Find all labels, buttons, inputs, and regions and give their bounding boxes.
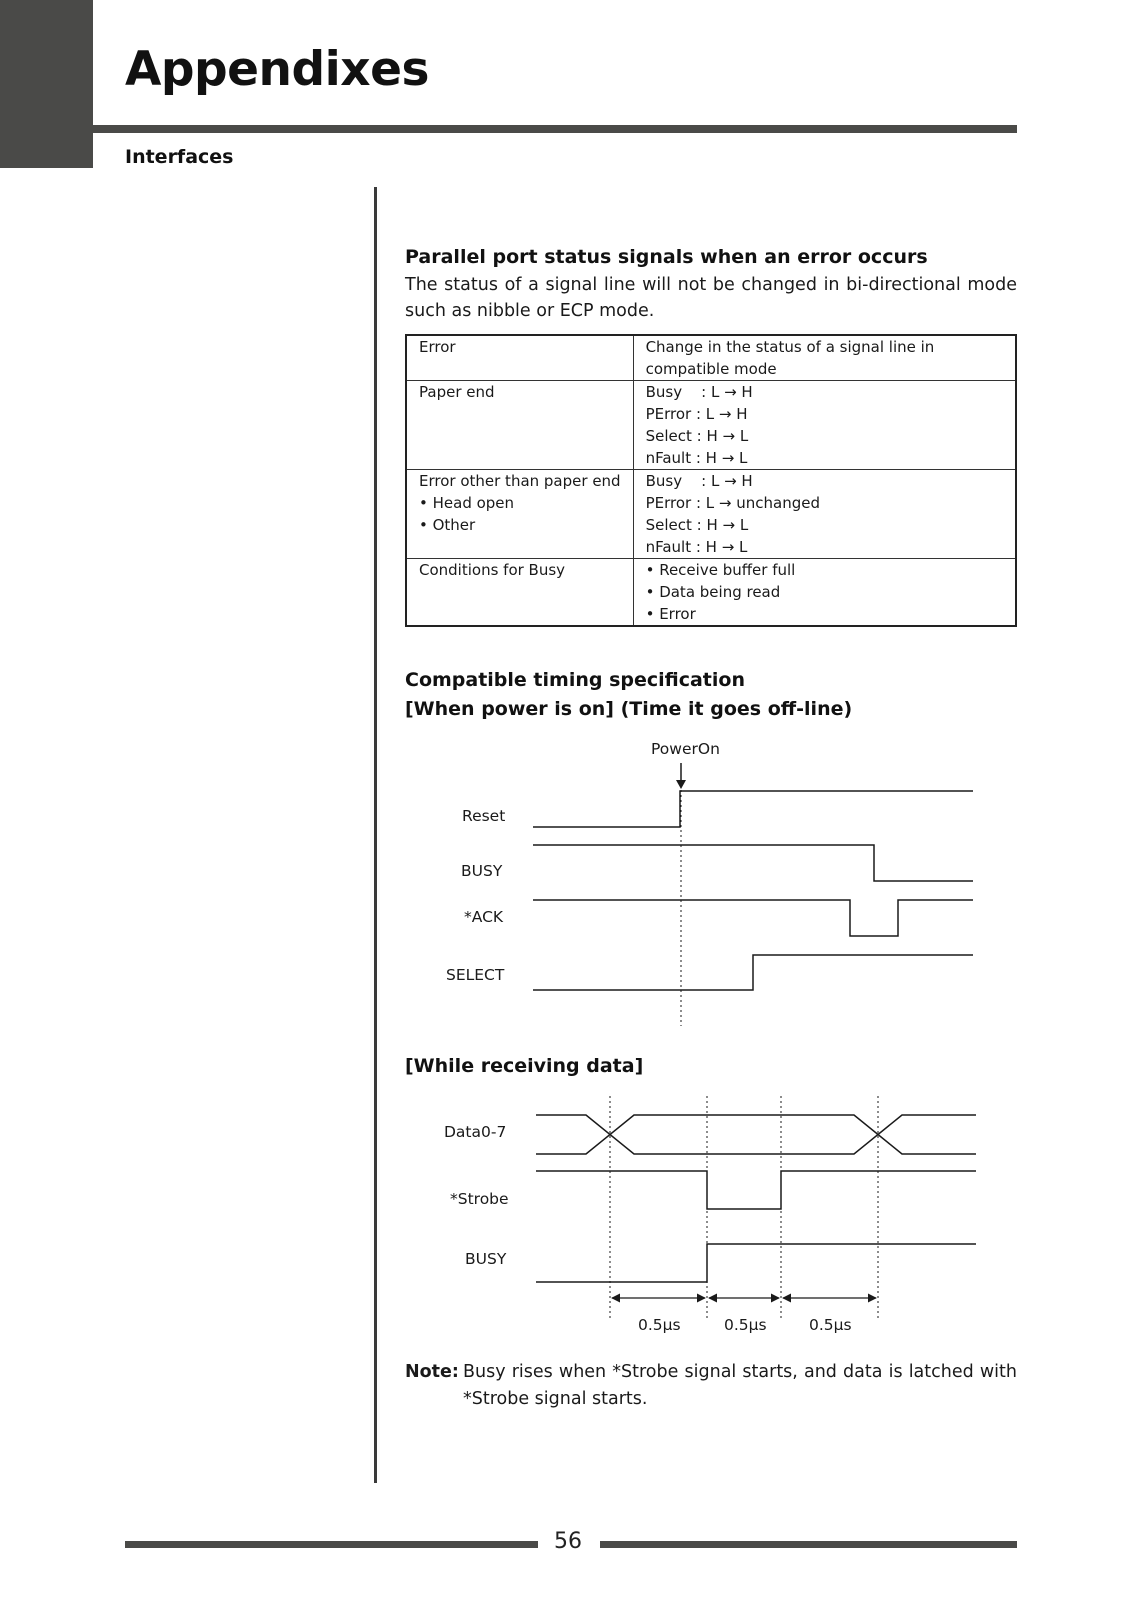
note <box>405 1359 1017 1413</box>
cell-line: • Other <box>419 516 476 534</box>
waveform-busy-2 <box>536 1244 976 1282</box>
cell-line: Select : H → L <box>645 427 749 445</box>
waveform-data-upper <box>536 1115 976 1154</box>
cell-line: • Error <box>645 605 696 623</box>
power-on-subheading: [When power is on] (Time it goes off-line) <box>405 698 853 720</box>
cell-line: Select : H → L <box>645 516 749 534</box>
page-number: 56 <box>554 1529 582 1554</box>
signal-label-data: Data0-7 <box>444 1123 507 1141</box>
parallel-description: The status of a signal line will not be changed in bi-directional mode such as nibble or ECP mode. <box>405 275 1017 321</box>
waveform-ack <box>533 900 973 936</box>
interval-label: 0.5µs <box>724 1316 767 1334</box>
cell-line: PError : L → unchanged <box>645 494 820 512</box>
cell-line: Conditions for Busy <box>419 561 566 579</box>
receiving-diagram <box>444 1096 976 1334</box>
cell-line: • Receive buffer full <box>645 561 796 579</box>
note-label: Note: <box>405 1362 459 1382</box>
section-label: Interfaces <box>125 146 234 168</box>
waveform-reset <box>533 791 973 827</box>
signal-label-reset: Reset <box>462 807 506 825</box>
signal-label-busy: BUSY <box>461 862 503 880</box>
signal-label-strobe: *Strobe <box>450 1190 509 1208</box>
cell-line: • Head open <box>419 494 515 512</box>
interval-label: 0.5µs <box>638 1316 681 1334</box>
note-text: Busy rises when *Strobe signal starts, and data is latched with *Strobe signal starts. <box>463 1362 1017 1409</box>
waveform-strobe <box>536 1171 976 1209</box>
cell-line: Busy : L → H <box>645 472 753 490</box>
timing-heading: Compatible timing specification <box>405 669 745 691</box>
waveform-select <box>533 955 973 990</box>
cell-line: PError : L → H <box>645 405 748 423</box>
parallel-heading: Parallel port status signals when an error occurs <box>405 246 928 268</box>
cell-line: nFault : H → L <box>645 449 748 467</box>
poweron-label: PowerOn <box>651 740 720 758</box>
page-title: Appendixes <box>125 42 429 97</box>
cell-line: nFault : H → L <box>645 538 748 556</box>
cell-line: Error other than paper end <box>419 472 621 490</box>
waveform-data-lower <box>536 1115 976 1154</box>
receiving-subheading: [While receiving data] <box>405 1055 644 1077</box>
signal-label-busy-2: BUSY <box>465 1250 507 1268</box>
footer-bar-left <box>125 1541 538 1548</box>
signal-label-ack: *ACK <box>464 908 504 926</box>
interval-label: 0.5µs <box>809 1316 852 1334</box>
cell-line: Paper end <box>419 383 495 401</box>
poweron-arrowhead-icon <box>676 780 686 789</box>
signal-label-select: SELECT <box>446 966 505 984</box>
table-header-cell: Error <box>406 335 633 381</box>
cell-line: Busy : L → H <box>645 383 753 401</box>
footer-bar-right <box>600 1541 1017 1548</box>
power-on-diagram <box>446 740 973 1026</box>
waveform-busy <box>533 845 973 881</box>
cell-line: • Data being read <box>645 583 781 601</box>
table-header-cell: Change in the status of a signal line in compatible mode <box>633 335 1016 381</box>
